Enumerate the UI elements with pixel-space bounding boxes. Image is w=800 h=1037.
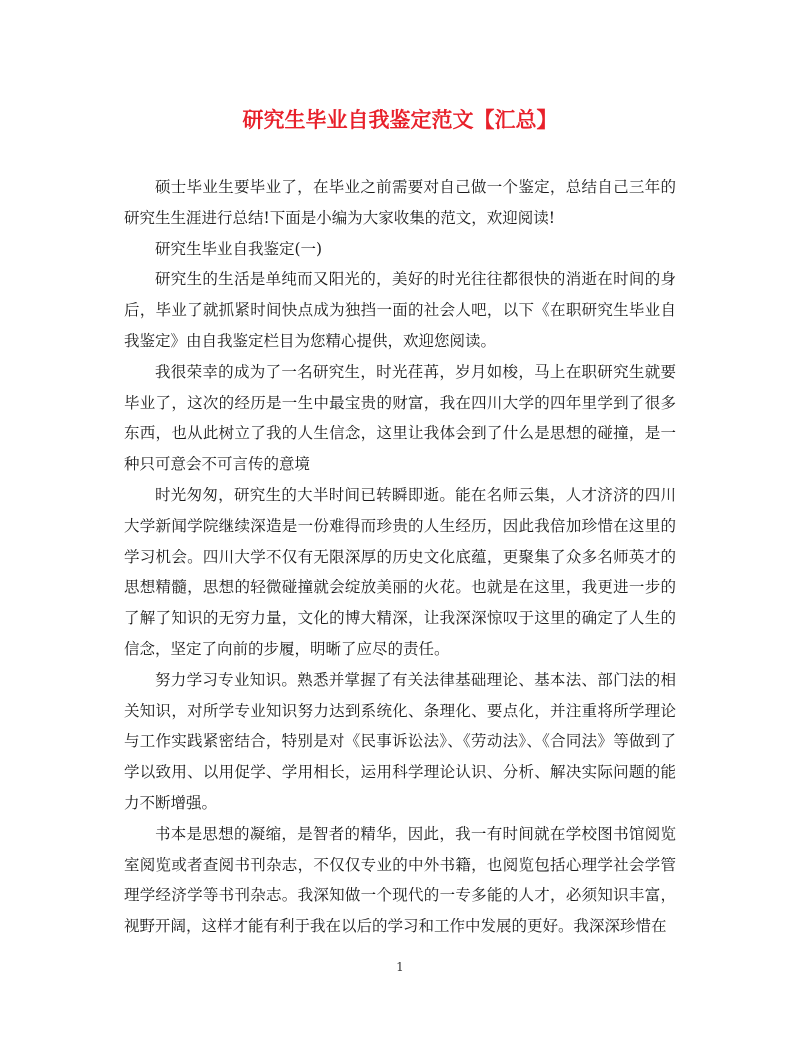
paragraph: 我很荣幸的成为了一名研究生，时光荏苒，岁月如梭，马上在职研究生就要毕业了，这次的经历是一生中最宝贵的财富，我在四川大学的四年里学到了很多东西，也从此树立了我的人生信念，这里让我体会到了什么是思想的碰撞，是一种只可意会不可言传的意境	[124, 362, 676, 474]
paragraph: 书本是思想的凝缩，是智者的精华，因此，我一有时间就在学校图书馆阅览室阅览或者查阅书刊杂志，不仅仅专业的中外书籍，也阅览包括心理学社会学管理学经济学等书刊杂志。我深知做一个现代的一专多能的人才，必须知识丰富，视野开阔，这样才能有利于我在以后的学习和工作中发展的更好。我深深珍惜在	[124, 824, 676, 936]
paragraph: 努力学习专业知识。熟悉并掌握了有关法律基础理论、基本法、部门法的相关知识，对所学专业知识努力达到系统化、条理化、要点化，并注重将所学理论与工作实践紧密结合，特别是对《民事诉讼法》、《劳动法》、《合同法》等做到了学以致用、以用促学、学用相长，运用科学理论认识、分析、解决实际问题的能力不断增强。	[124, 670, 676, 812]
section-heading: 研究生毕业自我鉴定(一)	[155, 239, 323, 258]
paragraph: 研究生的生活是单纯而又阳光的，美好的时光往往都很快的消逝在时间的身后，毕业了就抓紧时间快点成为独挡一面的社会人吧，以下《在职研究生毕业自我鉴定》由自我鉴定栏目为您精心提供，欢迎您阅读。	[124, 270, 676, 350]
paragraph-intro: 硕士毕业生要毕业了，在毕业之前需要对自己做一个鉴定，总结自己三年的研究生生涯进行总结!下面是小编为大家收集的范文，欢迎阅读!	[124, 178, 676, 227]
document-body	[124, 172, 676, 942]
page-number: 1	[396, 960, 404, 974]
page-title: 研究生毕业自我鉴定范文【汇总】	[242, 107, 558, 132]
paragraph: 时光匆匆，研究生的大半时间已转瞬即逝。能在名师云集，人才济济的四川大学新闻学院继续深造是一份难得而珍贵的人生经历，因此我倍加珍惜在这里的学习机会。四川大学不仅有无限深厚的历史文化底蕴，更聚集了众多名师英才的思想精髓，思想的轻微碰撞就会绽放美丽的火花。也就是在这里，我更进一步的了解了知识的无穷力量，文化的博大精深，让我深深惊叹于这里的确定了人生的信念，坚定了向前的步履，明晰了应尽的责任。	[124, 485, 676, 658]
